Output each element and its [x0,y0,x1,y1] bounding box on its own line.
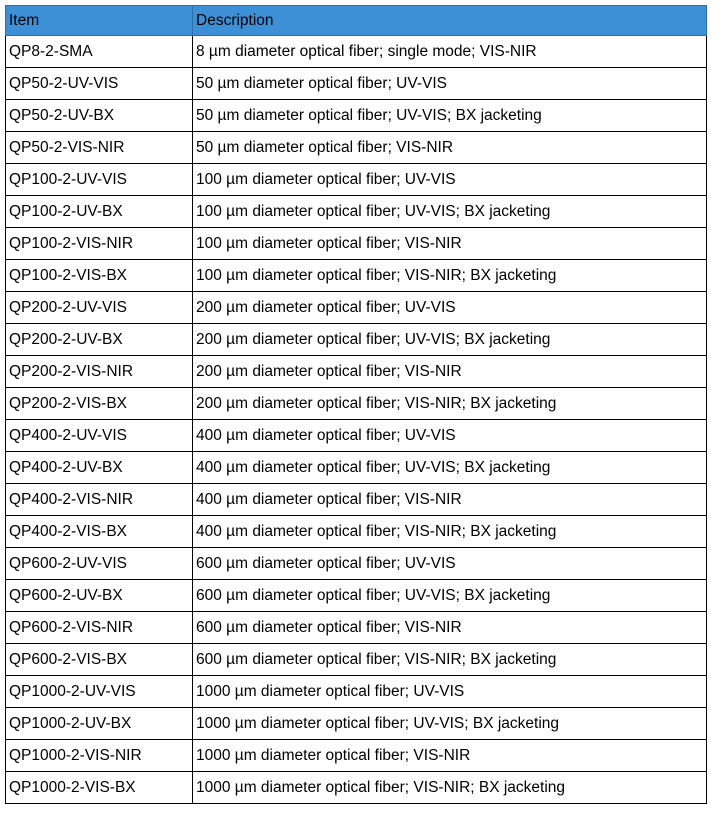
cell-item: QP200-2-UV-VIS [6,292,193,324]
table-row [6,100,707,132]
cell-item: QP200-2-UV-BX [6,324,193,356]
cell-item: QP100-2-VIS-BX [6,260,193,292]
table-row [6,68,707,100]
cell-description: 400 µm diameter optical fiber; VIS-NIR [193,484,707,516]
cell-item: QP8-2-SMA [6,36,193,68]
cell-item: QP100-2-UV-BX [6,196,193,228]
cell-description: 8 µm diameter optical fiber; single mode; VIS-NIR [193,36,707,68]
cell-item: QP50-2-UV-VIS [6,68,193,100]
cell-description: 600 µm diameter optical fiber; UV-VIS [193,548,707,580]
cell-item: QP600-2-UV-VIS [6,548,193,580]
cell-item: QP600-2-VIS-NIR [6,612,193,644]
cell-description: 100 µm diameter optical fiber; UV-VIS; BX jacketing [193,196,707,228]
cell-description: 400 µm diameter optical fiber; VIS-NIR; BX jacketing [193,516,707,548]
cell-item: QP400-2-VIS-NIR [6,484,193,516]
cell-item: QP1000-2-VIS-NIR [6,740,193,772]
table-row [6,356,707,388]
cell-item: QP200-2-VIS-NIR [6,356,193,388]
cell-description: 100 µm diameter optical fiber; UV-VIS [193,164,707,196]
cell-description: 600 µm diameter optical fiber; UV-VIS; BX jacketing [193,580,707,612]
table-row [6,132,707,164]
cell-item: QP400-2-VIS-BX [6,516,193,548]
table-header [6,6,707,36]
cell-item: QP400-2-UV-VIS [6,420,193,452]
table-row [6,548,707,580]
table-row [6,388,707,420]
cell-item: QP1000-2-VIS-BX [6,772,193,804]
cell-item: QP50-2-VIS-NIR [6,132,193,164]
header-row [6,6,707,36]
cell-description: 50 µm diameter optical fiber; VIS-NIR [193,132,707,164]
table-row [6,196,707,228]
cell-description: 50 µm diameter optical fiber; UV-VIS; BX jacketing [193,100,707,132]
header-item: Item [6,6,193,36]
cell-description: 200 µm diameter optical fiber; UV-VIS [193,292,707,324]
table-row [6,452,707,484]
table-row [6,708,707,740]
table-row [6,740,707,772]
cell-description: 100 µm diameter optical fiber; VIS-NIR [193,228,707,260]
cell-description: 50 µm diameter optical fiber; UV-VIS [193,68,707,100]
cell-item: QP600-2-UV-BX [6,580,193,612]
table-body [6,36,707,804]
cell-item: QP600-2-VIS-BX [6,644,193,676]
cell-description: 200 µm diameter optical fiber; VIS-NIR [193,356,707,388]
table-row [6,164,707,196]
table-row [6,260,707,292]
cell-description: 600 µm diameter optical fiber; VIS-NIR [193,612,707,644]
cell-item: QP200-2-VIS-BX [6,388,193,420]
cell-description: 600 µm diameter optical fiber; VIS-NIR; BX jacketing [193,644,707,676]
table-row [6,292,707,324]
cell-description: 1000 µm diameter optical fiber; UV-VIS; BX jacketing [193,708,707,740]
table-row [6,772,707,804]
cell-item: QP400-2-UV-BX [6,452,193,484]
cell-item: QP1000-2-UV-BX [6,708,193,740]
table-row [6,644,707,676]
table-row [6,612,707,644]
cell-description: 1000 µm diameter optical fiber; UV-VIS [193,676,707,708]
cell-description: 400 µm diameter optical fiber; UV-VIS; BX jacketing [193,452,707,484]
header-description: Description [193,6,707,36]
cell-item: QP100-2-VIS-NIR [6,228,193,260]
cell-description: 200 µm diameter optical fiber; UV-VIS; BX jacketing [193,324,707,356]
cell-description: 400 µm diameter optical fiber; UV-VIS [193,420,707,452]
cell-description: 1000 µm diameter optical fiber; VIS-NIR; BX jacketing [193,772,707,804]
cell-description: 1000 µm diameter optical fiber; VIS-NIR [193,740,707,772]
table-row [6,484,707,516]
table-row [6,516,707,548]
cell-description: 100 µm diameter optical fiber; VIS-NIR; BX jacketing [193,260,707,292]
cell-item: QP50-2-UV-BX [6,100,193,132]
fiber-product-table [5,5,707,804]
table-row [6,580,707,612]
table-row [6,228,707,260]
cell-item: QP100-2-UV-VIS [6,164,193,196]
cell-description: 200 µm diameter optical fiber; VIS-NIR; BX jacketing [193,388,707,420]
cell-item: QP1000-2-UV-VIS [6,676,193,708]
table-row [6,36,707,68]
fiber-product-table-container [5,5,706,804]
table-row [6,420,707,452]
table-row [6,324,707,356]
table-row [6,676,707,708]
